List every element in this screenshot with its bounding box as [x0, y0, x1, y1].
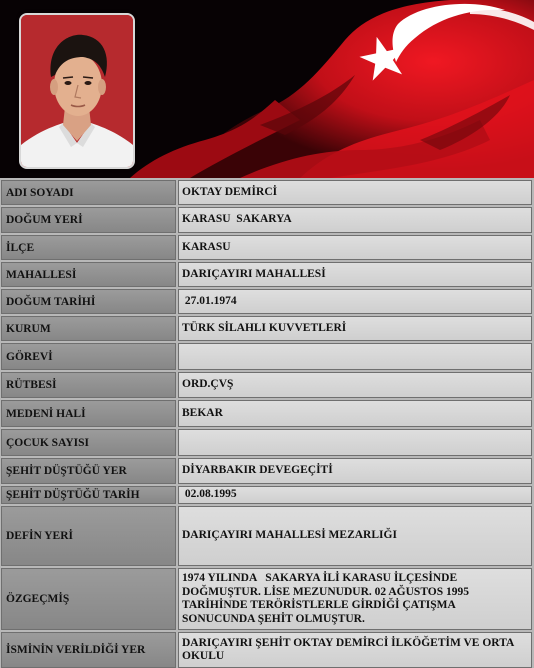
table-row — [0, 370, 534, 398]
info-table — [0, 178, 534, 668]
table-row — [0, 341, 534, 370]
field-label: ŞEHİT DÜŞTÜĞÜ YER — [1, 458, 176, 484]
field-label: ÖZGEÇMİŞ — [1, 568, 176, 630]
field-value: 02.08.1995 — [178, 486, 532, 504]
field-label: İLÇE — [1, 235, 176, 260]
field-value: DARIÇAYIRI ŞEHİT OKTAY DEMİRCİ İLKÖĞETİM VE ORTA OKULU — [178, 632, 532, 668]
field-value: OKTAY DEMİRCİ — [178, 180, 532, 205]
field-label: DOĞUM YERİ — [1, 207, 176, 233]
field-value: DARIÇAYIRI MAHALLESİ — [178, 262, 532, 287]
field-label: MAHALLESİ — [1, 262, 176, 287]
table-row — [0, 427, 534, 456]
field-label: ÇOCUK SAYISI — [1, 429, 176, 456]
table-row — [0, 484, 534, 504]
table-row — [0, 178, 534, 205]
field-label: GÖREVİ — [1, 343, 176, 370]
field-value: TÜRK SİLAHLI KUVVETLERİ — [178, 316, 532, 341]
field-label: RÜTBESİ — [1, 372, 176, 398]
table-row — [0, 456, 534, 484]
field-label: ADI SOYADI — [1, 180, 176, 205]
field-value: DARIÇAYIRI MAHALLESİ MEZARLIĞI — [178, 506, 532, 566]
flag-banner — [0, 0, 534, 178]
table-row — [0, 398, 534, 427]
field-value: BEKAR — [178, 400, 532, 427]
field-value: 1974 YILINDA SAKARYA İLİ KARASU İLÇESİNDE DOĞMUŞTUR. LİSE MEZUNUDUR. 02 AĞUSTOS 1995 TARİHİNDE TERÖRİSTLERLE GİRDİĞİ ÇATIŞMA SONUCUNDA ŞEHİT OLMUŞTUR. — [178, 568, 532, 630]
field-value: 27.01.1974 — [178, 289, 532, 314]
field-value: KARASU — [178, 235, 532, 260]
field-value: DİYARBAKIR DEVEGEÇİTİ — [178, 458, 532, 484]
field-value — [178, 343, 532, 370]
field-label: DEFİN YERİ — [1, 506, 176, 566]
table-row — [0, 233, 534, 260]
table-row — [0, 630, 534, 668]
table-row — [0, 205, 534, 233]
field-label: İSMİNİN VERİLDİĞİ YER — [1, 632, 176, 668]
field-label: ŞEHİT DÜŞTÜĞÜ TARİH — [1, 486, 176, 504]
field-label: DOĞUM TARİHİ — [1, 289, 176, 314]
portrait-photo — [19, 13, 135, 169]
table-row — [0, 287, 534, 314]
field-label: MEDENİ HALİ — [1, 400, 176, 427]
field-value — [178, 429, 532, 456]
field-value: KARASU SAKARYA — [178, 207, 532, 233]
table-row — [0, 260, 534, 287]
field-label: KURUM — [1, 316, 176, 341]
field-value: ORD.ÇVŞ — [178, 372, 532, 398]
table-row — [0, 566, 534, 630]
table-row — [0, 504, 534, 566]
table-row — [0, 314, 534, 341]
